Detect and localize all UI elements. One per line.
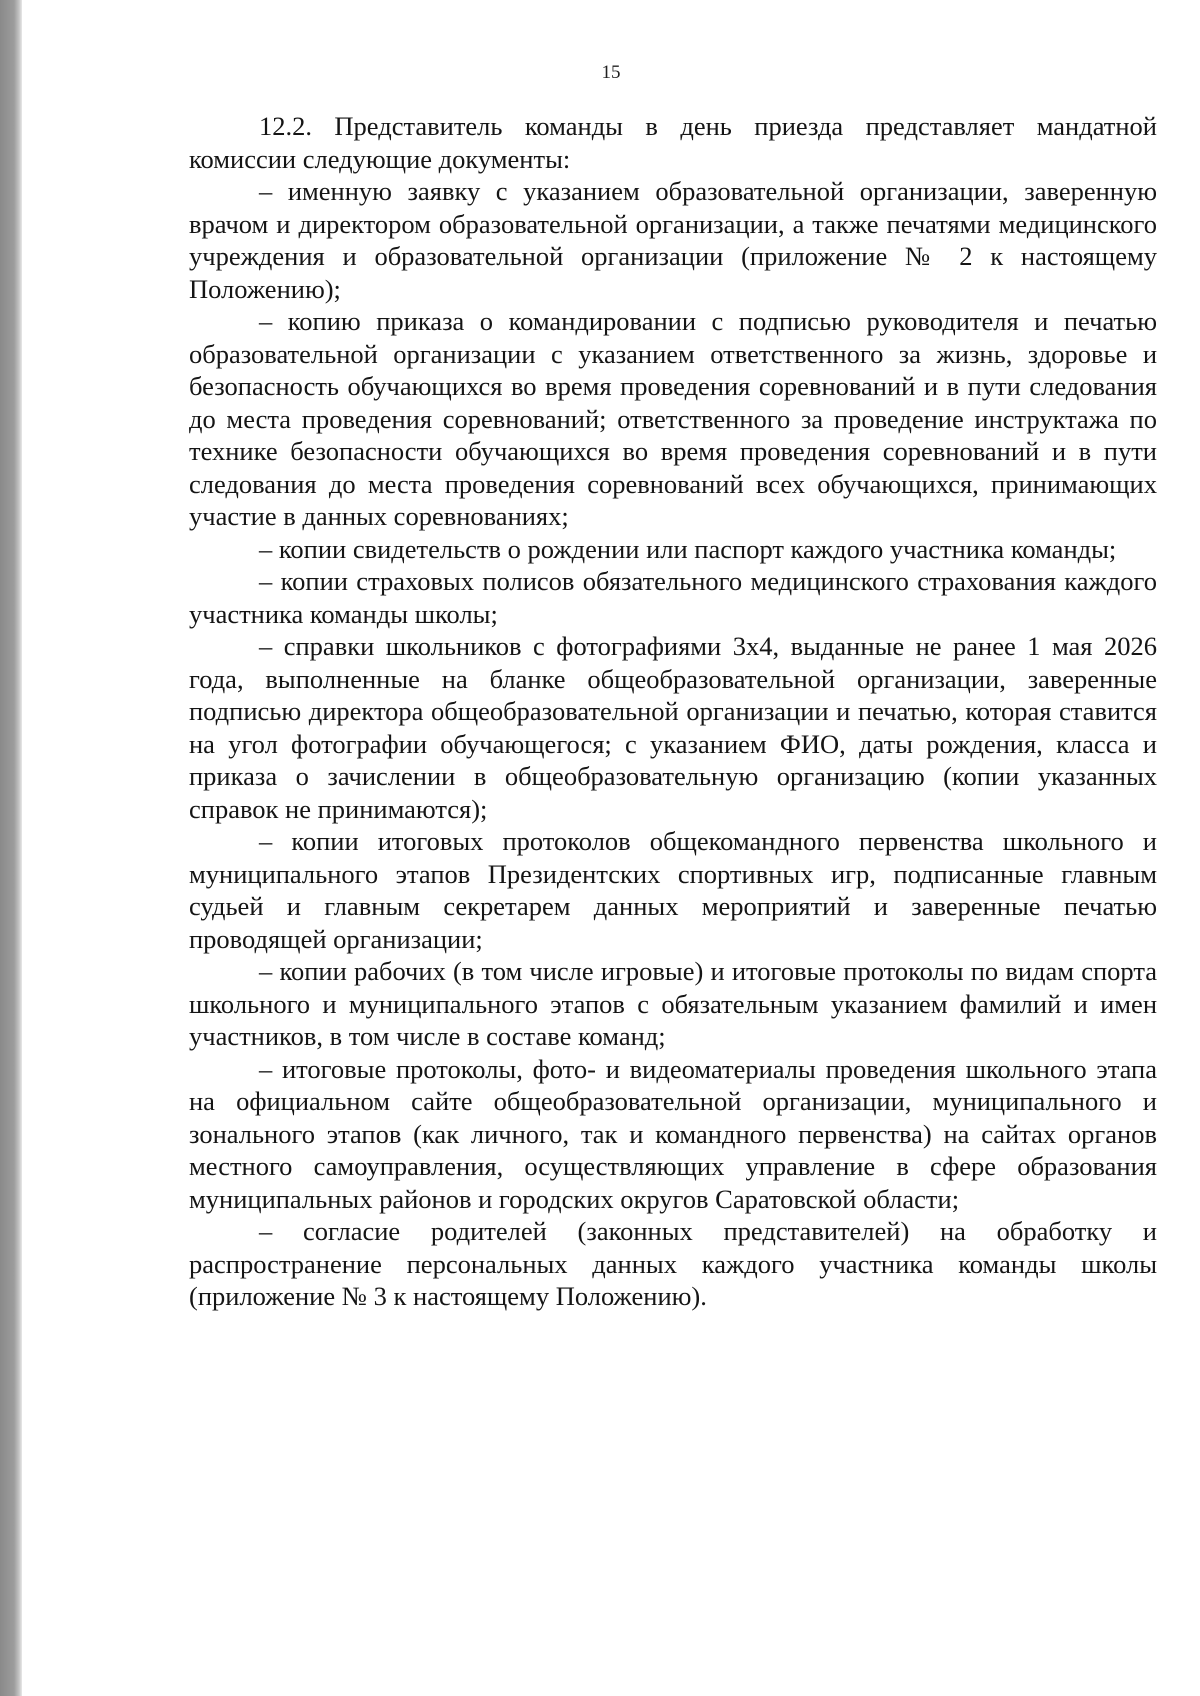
list-item-school-certificates: – справки школьников с фотографиями 3х4, выданные не ранее 1 мая 2026 года, выполненные на бланке общеобразовательной организации, заверенные подписью директора общеобразовательной организации и печатью, которая ставится на угол фотографии обучающегося; с указанием ФИО, даты рождения, класса и приказа о зачислении в общеобразовательную организацию (копии указанных справок не принимаются); xyxy=(189,631,1157,824)
list-item-application: – именную заявку с указанием образовательной организации, заверенную врачом и директором образовательной организации, а также печатями медицинского учреждения и образовательной организации (приложение № 2 к настоящему Положению); xyxy=(189,176,1157,304)
page-number: 15 xyxy=(601,62,621,83)
list-item-order-copy: – копию приказа о командировании с подписью руководителя и печатью образовательной организации с указанием ответственного за жизнь, здоровье и безопасность обучающихся во время проведения соревнований и в пути следования до места проведения соревнований; ответственного за проведение инструктажа по технике безопасности обучающихся во время проведения соревнований и в пути следования до места проведения соревнований всех обучающихся, принимающих участие в данных соревнованиях; xyxy=(189,306,1157,531)
list-item-insurance-policies: – копии страховых полисов обязательного медицинского страхования каждого участника команды школы; xyxy=(189,566,1157,629)
list-item-final-protocols: – копии итоговых протоколов общекомандного первенства школьного и муниципального этапов Президентских спортивных игр, подписанные главным судьей и главным секретарем данных мероприятий и заверенные печатью проводящей организации; xyxy=(189,826,1157,954)
document-body xyxy=(189,110,1157,1313)
list-item-photo-video-materials: – итоговые протоколы, фото- и видеоматериалы проведения школьного этапа на официальном сайте общеобразовательной организации, муниципального и зонального этапов (как личного, так и командного первенства) на сайтах органов местного самоуправления, осуществляющих управление в сфере образования муниципальных районов и городских округов Саратовской области; xyxy=(189,1053,1157,1214)
list-item-birth-certificates: – копии свидетельств о рождении или паспорт каждого участника команды; xyxy=(259,533,1117,564)
paragraph-12-2: 12.2. Представитель команды в день приезда представляет мандатной комиссии следующие документы: xyxy=(189,111,1157,174)
scan-edge-shadow xyxy=(0,0,22,1696)
list-item-working-protocols: – копии рабочих (в том числе игровые) и итоговые протоколы по видам спорта школьного и муниципального этапов с обязательным указанием фамилий и имен участников, в том числе в составе команд; xyxy=(189,956,1157,1051)
list-item-parental-consent: – согласие родителей (законных представителей) на обработку и распространение персональных данных каждого участника команды школы (приложение № 3 к настоящему Положению). xyxy=(189,1216,1157,1311)
document-page xyxy=(22,0,1200,1696)
